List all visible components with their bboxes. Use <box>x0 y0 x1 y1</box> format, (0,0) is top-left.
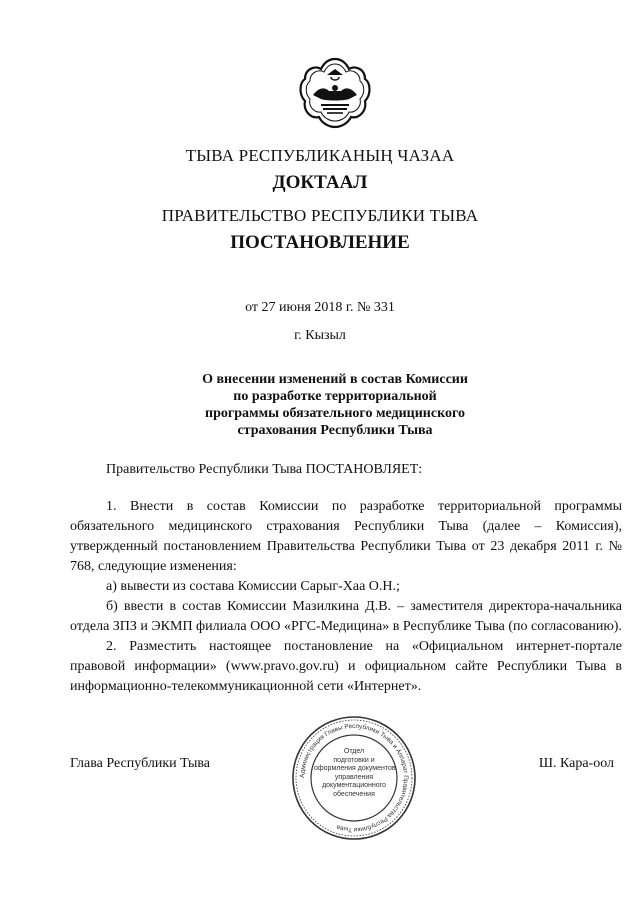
stamp-line: оформления документов <box>314 765 396 772</box>
tuva-emblem-icon <box>297 55 373 131</box>
russian-government-heading: ПРАВИТЕЛЬСТВО РЕСПУБЛИКИ ТЫВА <box>161 206 479 225</box>
document-body <box>70 497 622 697</box>
russian-document-type: ПОСТАНОВЛЕНИЕ <box>230 232 410 253</box>
document-date-number: от 27 июня 2018 г. № 331 <box>245 300 395 315</box>
paragraph-1: 1. Внести в состав Комиссии по разработке территориальной программы обязательного медицинского страхования Республики Тыва (далее – Комиссия), утвержденный постановлением Правительства Республики Тыва от 23 декабря 2011 г. № 768, следующие изменения: <box>70 499 622 574</box>
stamp-line: документационного <box>322 782 386 789</box>
document-title <box>170 371 500 439</box>
stamp-inner-text <box>314 748 394 799</box>
stamp-line: обеспечения <box>333 790 375 798</box>
stamp-line: управления <box>334 773 374 781</box>
tuvan-document-type: ДОКТААЛ <box>272 172 368 193</box>
signatory-name: Ш. Кара-оол <box>538 756 614 771</box>
title-line: страхования Республики Тыва <box>237 423 433 438</box>
stamp-line: подготовки и <box>333 756 375 764</box>
title-line: программы обязательного медицинского <box>205 406 465 421</box>
title-line: по разработке территориальной <box>233 389 437 404</box>
coat-of-arms-emblem <box>297 55 373 131</box>
paragraph-2: 2. Разместить настоящее постановление на «Официальном интернет-портале правовой информации» (www.pravo.gov.ru) и официальном сайте Республики Тыва в информационно-телекоммуникационной сети «Интернет». <box>70 639 622 694</box>
paragraph-1b: б) ввести в состав Комиссии Мазилкина Д.В. – заместителя директора-начальника отдела ЗПЗ и ЭКМП филиала ООО «РГС-Медицина» в Республике Тыва (по согласованию). <box>70 599 622 634</box>
tuvan-government-heading: ТЫВА РЕСПУБЛИКАНЫҢ ЧАЗАА <box>185 146 455 165</box>
official-stamp <box>290 714 418 842</box>
stamp-ring-text: Администрация Главы Республики Тыва и Аппарат Правительства Республики Тыва <box>298 722 410 834</box>
resolution-intro: Правительство Республики Тыва ПОСТАНОВЛЯЕТ: <box>106 462 423 477</box>
stamp-line: Отдел <box>343 748 365 755</box>
title-line: О внесении изменений в состав Комиссии <box>202 372 468 387</box>
document-city: г. Кызыл <box>294 328 346 343</box>
paragraph-1a: а) вывести из состава Комиссии Сарыг-Хаа О.Н.; <box>106 579 400 594</box>
signatory-position: Глава Республики Тыва <box>70 756 211 771</box>
